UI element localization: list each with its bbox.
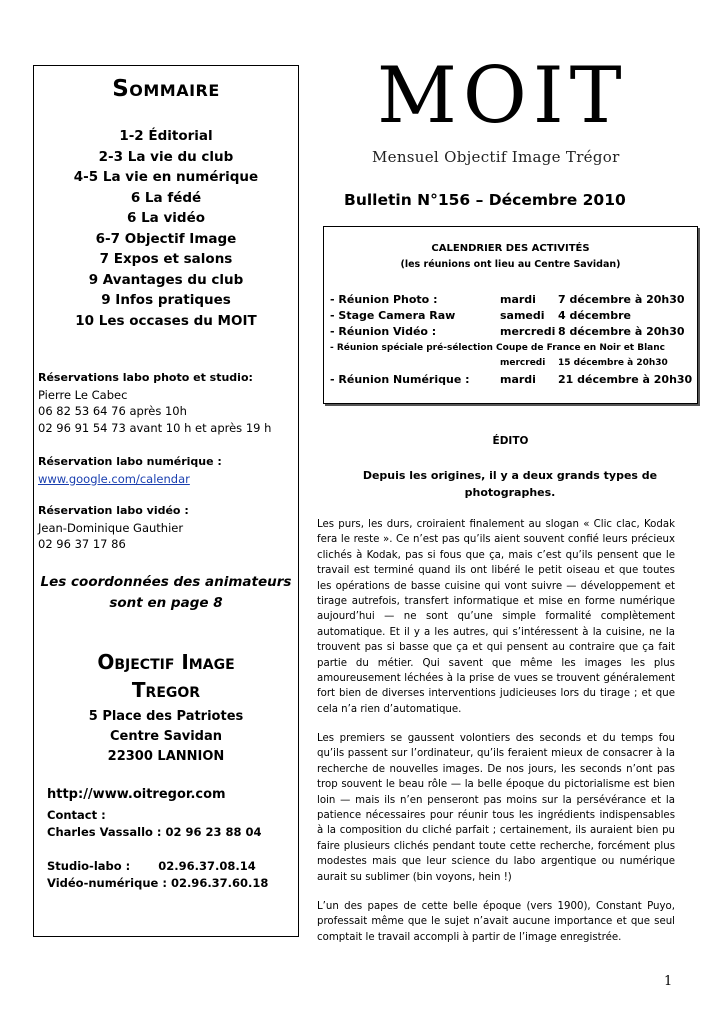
coordinates-note-line1: Les coordonnées des animateurs (40, 574, 292, 590)
edito-paragraph: Les purs, les durs, croiraient finalement au slogan « Clic clac, Kodak fera le reste ». Ce n’est pas qu’ils aient souvent confié leurs précieux clichés à Kodak, pas si fous que ça, mais c’est qu’ils pensent que le travail est terminé quand ils ont libéré le petit oiseau et que toutes les opérations de basse cuisine qui vont suivre — développement et tirage autrefois, transfert informatique et mise en forme numérique aujourd’hui — ne sont qu’une simple formalité complètement automatique. Et il y a les autres, qui s’intéressent à la cuisine, ne la trouvent pas si basse que ça et qui pensent au contraire que ça fait partie du métier. Qui savent que même les images les plus amoureusement léchées à la prise de vues se trouvent généralement fort bien de diverses interventions judicieuses lors du tirage ; et que cela n’a rien d’automatique. (317, 519, 675, 715)
address-line: Centre Savidan (110, 729, 222, 744)
labo-photo-label: Réservations labo photo et studio: (38, 371, 253, 384)
calendar-link[interactable]: www.google.com/calendar (38, 471, 190, 486)
toc-item: 4-5 La vie en numérique (73, 169, 259, 185)
address (34, 707, 298, 767)
contact-label: Contact : (47, 808, 106, 822)
calendar-subtitle: (les réunions ont lieu au Centre Savidan) (400, 259, 621, 270)
organization-name (34, 648, 298, 704)
contacts-list (47, 807, 268, 892)
page-number: 1 (664, 974, 673, 989)
organization-name-line2: Tregor (131, 678, 201, 702)
labo-numerique-block (38, 454, 222, 487)
toc-item: 10 Les occases du MOIT (75, 312, 257, 329)
toc-item: 6 La fédé (130, 189, 202, 206)
event-name: - Réunion Vidéo : (330, 325, 437, 338)
table-of-contents (34, 126, 298, 331)
sidebar-box (33, 65, 299, 937)
calendar-title: CALENDRIER DES ACTIVITÉS (431, 243, 590, 254)
event-date: 7 décembre à 20h30 (558, 293, 685, 306)
special-event-day: mercredi (500, 358, 546, 368)
labo-video-block (38, 503, 189, 553)
event-day: mardi (500, 373, 536, 386)
edito-paragraph: Les premiers se gaussent volontiers des seconds et du temps fou qu’ils passent sur l’ordinateur, qu’ils feraient mieux de consacrer à la recherche de nouvelles images. De nos jours, les seconds n’ont pas trop souvent le beau rôle — la belle époque du pictorialisme est bien loin — mais ils n’en penseront pas moins sur la persévérance et la patience nécessaires pour réunir tous les ingrédients indispensables à la composition du cliché parfait ; certainement, ils auraient bien pu faire plusieurs clichés pendant toute cette recherche, forcément plus modestes mais que leur science du labo argentique ou numérique aurait su sublimer (bin voyons, hein !) (317, 733, 675, 883)
event-date: 4 décembre (558, 309, 632, 322)
toc-item: 6-7 Objectif Image (95, 230, 237, 247)
special-event-date: 15 décembre à 20h30 (558, 358, 668, 368)
video-phone: Vidéo-numérique : 02.96.37.60.18 (47, 876, 269, 890)
edito-paragraph: L’un des papes de cette belle époque (vers 1900), Constant Puyo, professait même que le sujet n’avait aucune importance et que seul comptait le travail accompli à partir de l’image enregistrée. (317, 901, 675, 943)
toc-item: 2-3 La vie du club (98, 148, 234, 165)
labo-photo-name: Pierre Le Cabec (38, 387, 128, 402)
studio-phone: Studio-labo : 02.96.37.08.14 (47, 859, 256, 873)
website-url[interactable]: http://www.oitregor.com (47, 787, 226, 802)
toc-item: 9 Avantages du club (88, 271, 244, 288)
special-event-line: - Réunion spéciale pré-sélection Coupe de France en Noir et Blanc (330, 343, 665, 353)
labo-video-label: Réservation labo vidéo : (38, 504, 189, 517)
event-day: mardi (500, 293, 536, 306)
toc-item: 6 La vidéo (126, 210, 206, 226)
event-name: - Stage Camera Raw (330, 309, 456, 322)
labo-photo-block (38, 370, 271, 436)
labo-photo-phone1: 06 82 53 64 76 après 10h (38, 404, 187, 418)
event-name: - Réunion Numérique : (330, 373, 470, 386)
toc-item: 7 Expos et salons (99, 251, 233, 267)
labo-photo-phone2: 02 96 91 54 73 avant 10 h et après 19 h (38, 420, 272, 435)
toc-item: 1-2 Éditorial (119, 128, 213, 144)
event-date: 8 décembre à 20h30 (558, 325, 685, 338)
labo-video-phone: 02 96 37 17 86 (38, 537, 126, 551)
edito-lead: Depuis les origines, il y a deux grands types de photographes. (362, 469, 658, 499)
contact-value: Charles Vassallo : 02 96 23 88 04 (47, 825, 262, 839)
calendar-box (323, 226, 698, 404)
coordinates-note (34, 572, 298, 614)
bulletin-title: Bulletin N°156 – Décembre 2010 (344, 191, 626, 209)
labo-numerique-label: Réservation labo numérique : (38, 455, 222, 468)
event-day: samedi (500, 309, 545, 322)
moit-logo: MOIT (377, 51, 628, 141)
address-line: 22300 LANNION (107, 749, 225, 764)
address-line: 5 Place des Patriotes (88, 709, 244, 724)
event-name: - Réunion Photo : (330, 293, 438, 306)
edito-title: ÉDITO (492, 435, 529, 447)
organization-name-line1: Objectif Image (97, 650, 235, 674)
summary-title: Sommaire (112, 76, 220, 102)
event-date: 21 décembre à 20h30 (558, 373, 693, 386)
coordinates-note-line2: sont en page 8 (109, 595, 223, 611)
event-day: mercredi (500, 325, 556, 338)
toc-item: 9 Infos pratiques (101, 292, 231, 308)
logo-subtitle: Mensuel Objectif Image Trégor (372, 148, 620, 166)
labo-video-name: Jean-Dominique Gauthier (38, 520, 184, 535)
